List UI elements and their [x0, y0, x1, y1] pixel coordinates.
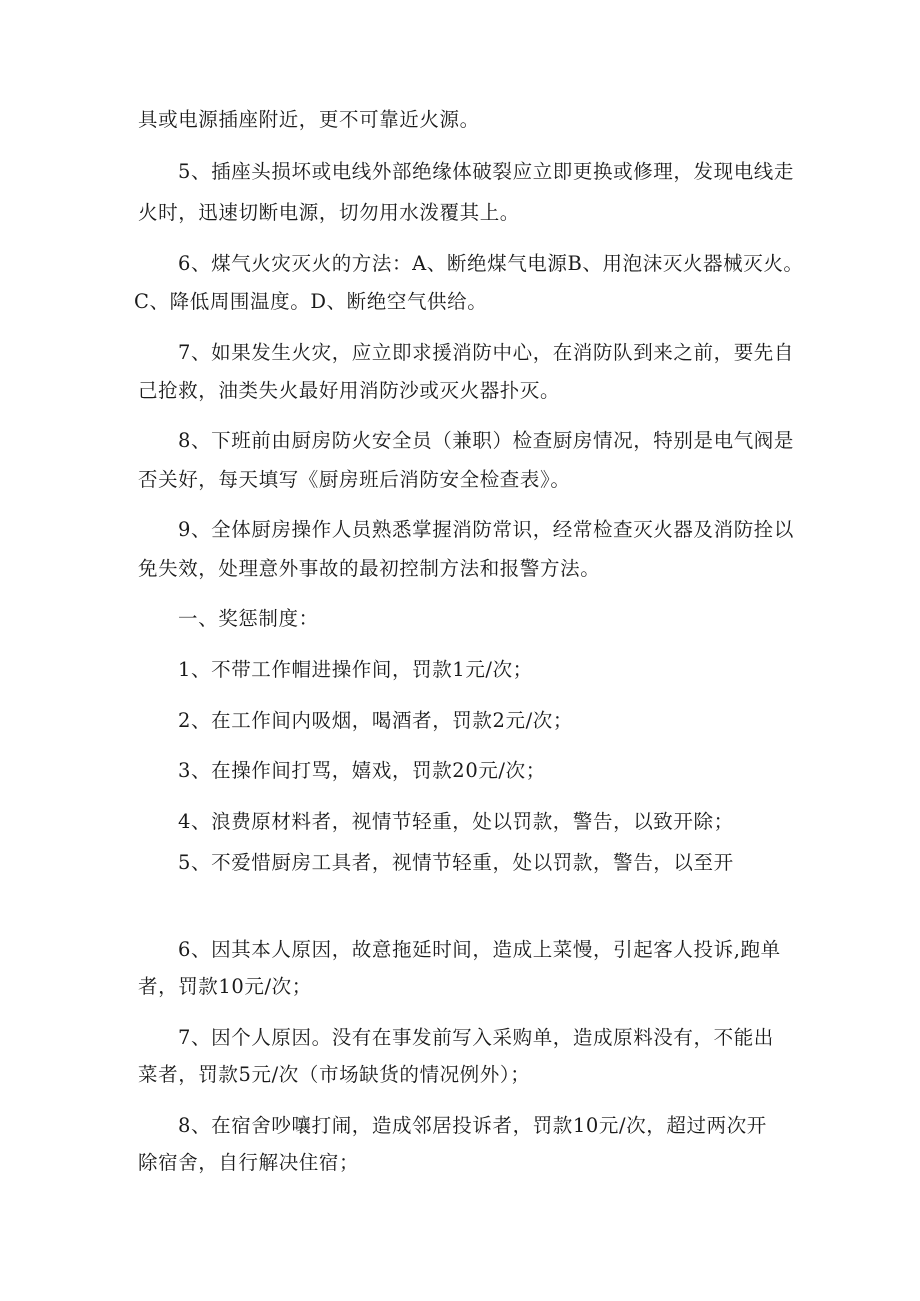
text-line: 除宿舍，自行解决住宿；	[138, 1151, 360, 1174]
text-line: 己抢救，油类失火最好用消防沙或灭火器扑灭。	[138, 379, 561, 402]
text-line: 具或电源插座附近，更不可靠近火源。	[138, 108, 480, 131]
text-line: 6、煤气火灾灭火的方法：A、断绝煤气电源B、用泡沫灭火器械灭火。	[178, 252, 804, 275]
text-line: 5、插座头损坏或电线外部绝缘体破裂应立即更换或修理，发现电线走	[178, 160, 795, 183]
text-line: 3、在操作间打骂，嬉戏，罚款20元/次；	[178, 759, 546, 782]
text-line: 否关好，每天填写《厨房班后消防安全检查表》。	[138, 468, 571, 491]
section-heading: 一、奖惩制度：	[178, 607, 319, 630]
text-line: 1、不带工作帽进操作间，罚款1元/次；	[178, 658, 533, 681]
text-line: 免失效，处理意外事故的最初控制方法和报警方法。	[138, 557, 601, 580]
text-line: 8、在宿舍吵嚷打闹，造成邻居投诉者，罚款10元/次，超过两次开	[178, 1114, 767, 1137]
text-line: 者，罚款10元/次；	[138, 975, 312, 998]
text-line: 7、如果发生火灾，应立即求援消防中心，在消防队到来之前，要先自	[178, 341, 795, 364]
text-line: 9、全体厨房操作人员熟悉掌握消防常识，经常检查灭火器及消防拴以	[178, 518, 795, 541]
text-line: 5、不爱惜厨房工具者，视情节轻重，处以罚款，警告，以至开	[178, 851, 734, 874]
text-line: 7、因个人原因。没有在事发前写入采购单，造成原料没有，不能出	[178, 1026, 774, 1049]
text-line: 火时，迅速切断电源，切勿用水泼覆其上。	[138, 201, 520, 224]
text-line: 6、因其本人原因，故意拖延时间，造成上菜慢，引起客人投诉,跑单	[178, 938, 781, 961]
text-line: 4、浪费原材料者，视情节轻重，处以罚款，警告，以致开除；	[178, 810, 734, 833]
text-line: C、降低周围温度。D、断绝空气供给。	[134, 290, 488, 313]
text-line: 2、在工作间内吸烟，喝酒者，罚款2元/次；	[178, 709, 573, 732]
text-line: 菜者，罚款5元/次（市场缺货的情况例外）；	[138, 1063, 531, 1086]
text-line: 8、下班前由厨房防火安全员（兼职）检查厨房情况，特别是电气阀是	[178, 429, 795, 452]
